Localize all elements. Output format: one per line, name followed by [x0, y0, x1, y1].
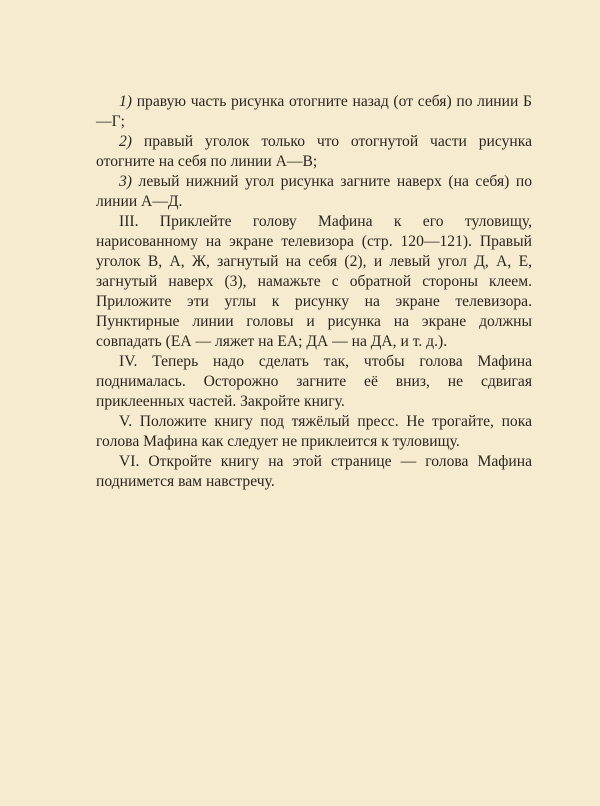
- section-v-paragraph: V. Положите книгу под тяжёлый пресс. Не трогайте, пока голова Мафина как следует не приклеится к туловищу.: [96, 413, 532, 450]
- step-number: 2): [119, 133, 132, 150]
- section-vi-paragraph: VI. Откройте книгу на этой странице — голова Мафина поднимется вам навстречу.: [96, 453, 532, 490]
- section-iv-paragraph: IV. Теперь надо сделать так, чтобы голова Мафина поднималась. Осторожно загните её вниз, не сдвигая приклеенных частей. Закройте книгу.: [96, 353, 532, 410]
- section-iii-paragraph: III. Приклейте голову Мафина к его туловищу, нарисованному на экране телевизора (стр. 120—121). Правый уголок В, А, Ж, загнутый на себя (2), и левый угол Д, А, Е, загнутый наверх (3), намажьте с обратной стороны клеем. Приложите эти углы к рисунку на экране телевизора. Пунктирные линии головы и рисунка на экране должны совпадать (ЕА — ляжет на ЕА; ДА — на ДА, и т. д.).: [96, 213, 532, 350]
- step-text: правый уголок только что отогнутой части рисунка отогните на себя по линии А—В;: [96, 133, 532, 170]
- step-text: правую часть рисунка отогните назад (от себя) по линии Б—Г;: [96, 93, 532, 130]
- step-3-paragraph: [96, 172, 532, 212]
- step-text: левый нижний угол рисунка загните наверх (на себя) по линии А—Д.: [96, 173, 533, 210]
- step-number: 3): [119, 173, 132, 190]
- step-number: 1): [119, 93, 132, 110]
- instructions-text: [96, 92, 532, 492]
- step-1-paragraph: [96, 92, 532, 132]
- step-2-paragraph: [96, 132, 532, 172]
